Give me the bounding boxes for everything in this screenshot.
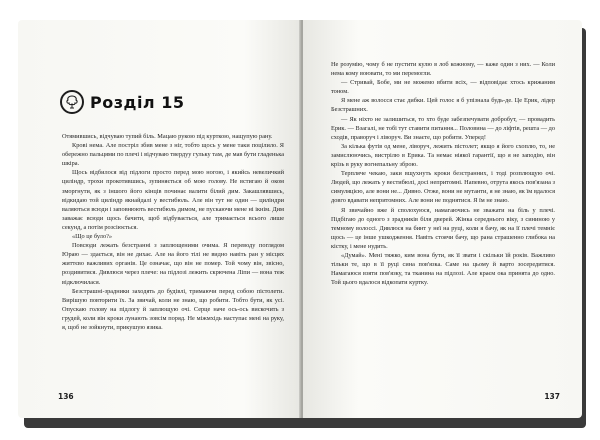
paragraph: Отямившись, відчуваю тупий біль. Мацаю рукою під курткою, нащупую рану.: [62, 133, 273, 140]
paragraph: Терпляче чекаю, заки вщухнуть кроки безстранних, і тоді розплющую очі. Людей, що лежать у вестибюлі, досі непритомні. Напевно, отрута якось пов'язана з симуляцією, але вони не... Дивно. Отже, вони не мутанти, я не знаю, як їм вдалося довго вдавати непритомних. Але вони не поднятися. Я їм не знаю.: [331, 170, 555, 205]
right-page-text: [331, 60, 555, 287]
paragraph: «Думай». Мені тяжко, ким вона бути, як її звати і скільки їй років. Важливо тільки те, що в її руці сина пов'язка. Саме на цьому й варто зосередитися. Намагаюся взяти пов'язку, та тканина на підлозі. Але краєм ока принята до одно. Той цього вдалося відкопати куртку.: [331, 251, 555, 287]
paragraph: Не розумію, чому б не пустити кулю в лоб кожному, — каже один з них. — Коли нема кому воювати, то ми перемогли.: [331, 61, 555, 78]
paragraph: Я звичайно вже й сполохуюся, намагаючись не зважати на біль у плечі. Підбігаю до одного з зрадників біля дверей. Жінка середнього віку, з сининою у темному волоссі. Дивлюся на бинт у неї на руці, коли я бачу, як на її плечі темніє щось — це інше ушкодження. Навіть стоячи бачу, що рана страшенно глибока на кістку, і мене нудить.: [331, 206, 555, 250]
left-page-text: [62, 132, 284, 332]
chapter-heading: [60, 88, 184, 116]
left-page: [18, 20, 301, 418]
right-page-number: 137: [544, 392, 560, 401]
paragraph: — Як ніхто не залишиться, то хто буде забезпечувати добробут, — провадить Ерик. — Взагалі, не тобі тут ставити питання... Половина — до ліфтів, решта — до сходів, праворуч і ліворуч. Ви знаєте, що робити. Уперед!: [331, 115, 555, 141]
paragraph: «Що це було?»: [72, 233, 113, 241]
right-page: [303, 20, 582, 418]
tree-icon: [60, 90, 84, 114]
open-book: [18, 20, 586, 424]
paragraph: — Стривай, Бобе, ми не можемо вбити всіх, — відповідає хтось крижаним тоном.: [331, 79, 555, 96]
paragraph: Я мене аж волосся стає дибки. Цей голос я б упізнала будь-де. Це Ерик, лідер Безстрашних.: [331, 97, 555, 114]
paragraph: За кілька футів од мене, ліворуч, лежить пістолет; якщо я його схоплю, то, не замислюючись, вистрілю в Ерика. Та немає ніякої гарантії, що я не заподію, він крізь в руку вогнепальну зброю.: [331, 142, 555, 169]
paragraph: Повсюди лежать безстранні з заплющеними очима. Я переводу поглядом Юраю — здається, він не дихає. Але на його тілі не видно навіть ран у місцях життєво важливих органів. Це означає, що він не помер. Той чому він, звісно, роздивитися. Дивлюся через плече: на підлозі лежить скрючена Ліпи — вона теж відключилася.: [62, 242, 284, 286]
paragraph: Безстрашні-зрадники заходять до будівлі, тримаючи перед собою пістолети. Вирішую повторити їх. За звичай, коли не знаю, що робити. Тобто бути, як усі. Опускаю голову на підлогу й заплющую очі. Серце наче ось-ось вискочить з грудей, коли він кроки лунають зовсім поряд. Не міжмхідь наступає мені на руку, я, щоб не зойкнути, прикушую язика.: [62, 287, 284, 331]
chapter-title: Розділ 15: [90, 92, 185, 112]
left-page-number: 136: [58, 392, 74, 401]
paragraph: Щось відбилося від підлоги просто перед мою ногою, і якийсь невеличкий циліндр, трохи прокотившись, зупиняється об мою голову. Не встигаю й оком зморгнути, як з іншого його кінців починає валити білий дим. Закашлявшись, відкидаю той циліндр якнайдалі у вестибюль. Але він тут не один — циліндри валяються всюди і заповнюють вестибюль димом, не пускаючи мене ні ікнім. Дим заважає всюди щось бачити, щоб відбувається, але тримається всього лише секунд, а потім розсіюється.: [62, 169, 284, 231]
paragraph: Крові нема. Але постріл збив мене з ніг, тобто щось у мене таки поцілило. Я обережно пальцями по плечі і відчуваю твердуу гульку там, де мав бути гладенька шкіра.: [62, 142, 284, 168]
